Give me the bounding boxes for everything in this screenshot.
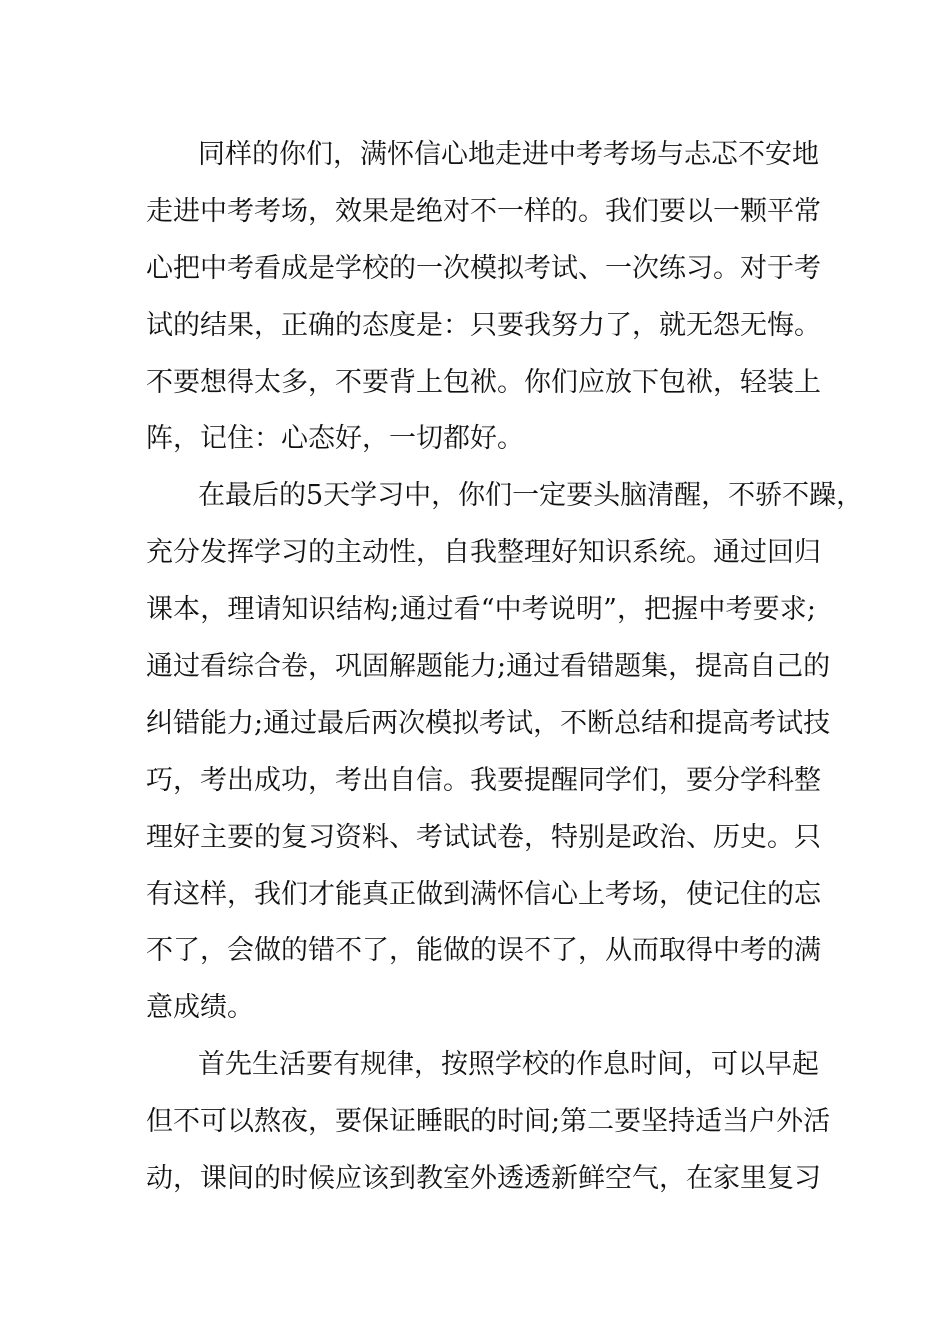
paragraph-3 — [146, 1037, 831, 1208]
paragraph-line: 课本，理请知识结构;通过看“中考说明”，把握中考要求; — [146, 594, 816, 626]
document-body — [146, 127, 864, 1208]
paragraph-line: 动，课间的时候应该到教室外透透新鲜空气，在家里复习 — [146, 1163, 821, 1195]
paragraph-line: 理好主要的复习资料、考试试卷，特别是政治、历史。只 — [146, 821, 821, 853]
paragraph-line: 首先生活要有规律，按照学校的作息时间，可以早起 — [198, 1049, 819, 1081]
paragraph-line: 心把中考看成是学校的一次模拟考试、一次练习。对于考 — [146, 252, 821, 284]
paragraph-line: 不要想得太多，不要背上包袱。你们应放下包袱，轻装上 — [146, 366, 821, 398]
paragraph-line: 在最后的5天学习中，你们一定要头脑清醒，不骄不躁， — [198, 480, 864, 512]
paragraph-line: 巧，考出成功，考出自信。我要提醒同学们，要分学科整 — [146, 764, 821, 796]
paragraph-1 — [146, 127, 821, 468]
paragraph-line: 纠错能力;通过最后两次模拟考试，不断总结和提高考试技 — [146, 707, 831, 739]
paragraph-line: 同样的你们，满怀信心地走进中考考场与忐忑不安地 — [198, 139, 819, 170]
paragraph-line: 不了，会做的错不了，能做的误不了，从而取得中考的满 — [146, 935, 821, 967]
paragraph-line: 走进中考考场，效果是绝对不一样的。我们要以一颗平常 — [146, 195, 821, 227]
paragraph-line: 意成绩。 — [146, 992, 254, 1024]
paragraph-line: 试的结果，正确的态度是：只要我努力了，就无怨无悔。 — [146, 309, 821, 341]
paragraph-line: 阵，记住：心态好，一切都好。 — [146, 423, 524, 455]
paragraph-line: 但不可以熬夜，要保证睡眠的时间;第二要坚持适当户外活 — [146, 1106, 831, 1138]
paragraph-line: 有这样，我们才能真正做到满怀信心上考场，使记住的忘 — [146, 878, 821, 910]
paragraph-line: 充分发挥学习的主动性，自我整理好知识系统。通过回归 — [146, 537, 821, 569]
paragraph-2 — [146, 468, 864, 1037]
paragraph-line: 通过看综合卷，巩固解题能力;通过看错题集，提高自己的 — [146, 651, 831, 683]
